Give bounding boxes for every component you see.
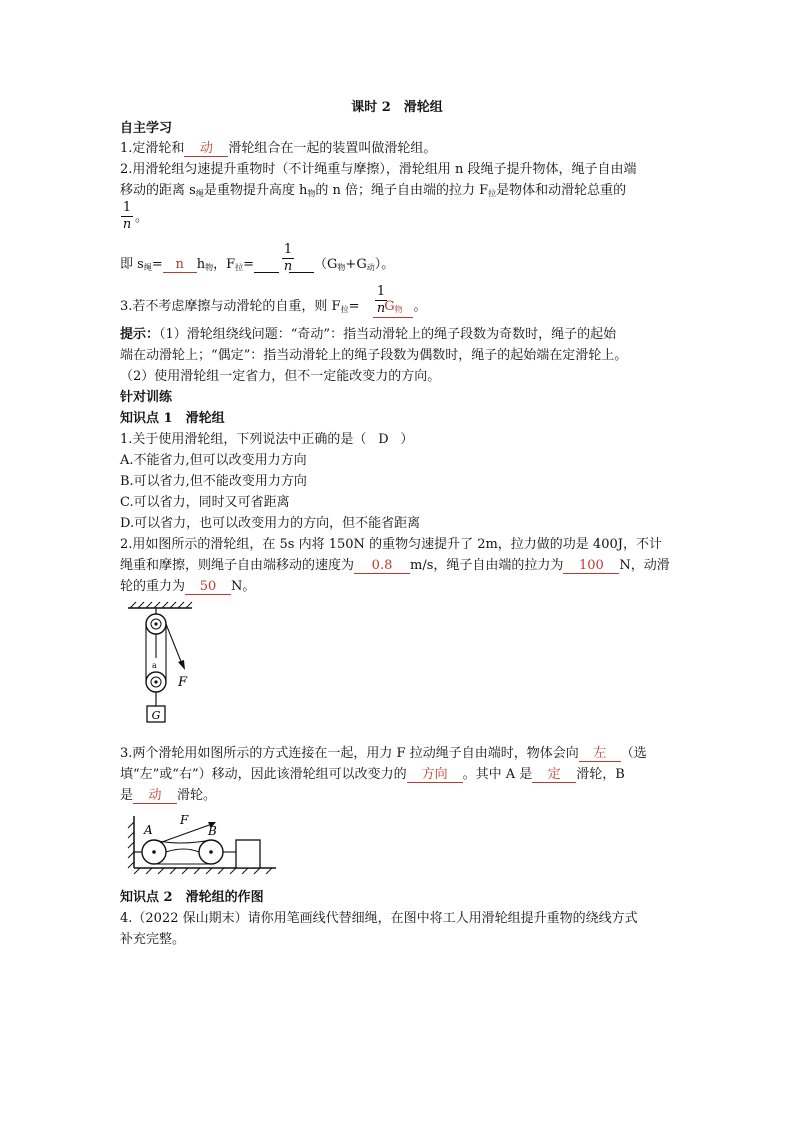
q2-sub-3: 拉 — [488, 189, 497, 198]
q3b-answer-b: 动 — [133, 788, 177, 804]
page-title: 课时 2 滑轮组 — [351, 100, 443, 115]
q2-text-c: 的 n 倍；绳子自由端的拉力 F — [315, 183, 489, 198]
mc1-option-a: A.不能省力,但可以改变用力方向 — [120, 453, 307, 468]
q3b-line2 — [120, 766, 625, 784]
ceiling — [128, 602, 192, 608]
mc1-stem-post: ） — [400, 432, 414, 447]
formula-blank-1 — [254, 257, 279, 273]
formula-frac-num: 1 — [283, 242, 293, 257]
force-arrow-icon — [178, 660, 185, 670]
formula-sub-g2: 动 — [366, 263, 375, 272]
q2b-line3-post: N。 — [231, 579, 256, 594]
q4-line2: 补充完整。 — [120, 932, 186, 947]
label-a: A — [144, 823, 153, 837]
q3-answer-g: G — [384, 299, 395, 314]
pulley-figure-horizontal — [124, 810, 280, 876]
q1-post: 滑轮组合在一起的装置叫做滑轮组。 — [228, 141, 437, 156]
floor — [134, 868, 276, 874]
q3b-line1 — [120, 745, 647, 763]
q3b-line2-mid: 。其中 A 是 — [462, 767, 533, 782]
q2b-line1: 2.用如图所示的滑轮组，在 5s 内将 150N 的重物匀速提升了 2m，拉力做的功是 400J，不计 — [120, 537, 662, 552]
force-label: F — [178, 675, 188, 690]
q2b-line2 — [120, 557, 670, 575]
formula-s: 即 s — [120, 257, 144, 272]
q3b-line2-post: 滑轮，B — [576, 767, 625, 782]
mc1-option-c: C.可以省力，同时又可省距离 — [120, 495, 290, 510]
q1-pre: 1.定滑轮和 — [120, 141, 185, 156]
q2-formula-line — [120, 256, 394, 277]
q3b-answer-change: 方向 — [407, 767, 463, 783]
q3b-pre: 3.两个滑轮用如图所示的方式连接在一起，用力 F 拉动绳子自由端时，物体会向 — [120, 746, 579, 761]
tip-line3: （2）使用滑轮组一定省力，但不一定能改变力的方向。 — [120, 369, 441, 384]
formula-end: ）。 — [374, 257, 395, 272]
q3-eq: = — [348, 299, 360, 314]
mc1-answer: D — [378, 432, 389, 447]
fixed-pulley — [146, 614, 166, 634]
formula-eq2: = — [243, 257, 255, 272]
q3b-line3-pre: 是 — [120, 788, 134, 803]
q2b-answer-weight: 50 — [185, 579, 231, 595]
q2-sub-2: 物 — [307, 189, 316, 198]
q2-line2 — [120, 182, 626, 203]
q2-text-b: 是重物提升高度 h — [203, 183, 308, 198]
formula-sub-g1: 物 — [337, 263, 346, 272]
block-object — [236, 840, 260, 868]
tip-line2: 端在动滑轮上；“偶定”：指当动滑轮上的绳子段数为偶数时，绳子的起始端在定滑轮上。 — [120, 348, 628, 363]
formula-sub-f: 拉 — [235, 263, 244, 272]
formula-fraction — [282, 243, 294, 274]
section-training: 针对训练 — [120, 390, 173, 405]
mc1-option-b: B.可以省力,但不能改变用力方向 — [120, 474, 307, 489]
q3b-answer-a: 定 — [532, 767, 576, 783]
q3b-answer-direction: 左 — [579, 746, 621, 762]
q2-text-d: 是物体和动滑轮总重的 — [496, 183, 627, 198]
q2b-post: N，动滑 — [619, 558, 670, 573]
q2-text-a: 移动的距离 s — [120, 183, 196, 198]
q3b-line3-post: 滑轮。 — [177, 788, 217, 803]
horizontal-ropes — [154, 824, 236, 864]
mc1-option-d: D.可以省力，也可以改变用力的方向，但不能省距离 — [120, 516, 421, 531]
weight-label: G — [151, 709, 161, 722]
q3-pre: 3.若不考虑摩擦与动滑轮的自重，则 F — [120, 299, 341, 314]
q2b-line3 — [120, 578, 255, 596]
mc1-stem — [120, 431, 413, 449]
q3-sub: 拉 — [340, 305, 349, 314]
formula-plus: +G — [345, 257, 367, 272]
q2-period: 。 — [135, 210, 149, 225]
q2b-mid: m/s，绳子自由端的拉力为 — [410, 558, 564, 573]
q2b-pre: 绳重和摩擦，则绳子自由端移动的速度为 — [120, 558, 355, 573]
pulley-b — [199, 840, 223, 864]
tip-label: 提示： — [120, 327, 160, 342]
q3-frac-num: 1 — [376, 284, 386, 299]
q2-frac-den: n — [122, 217, 132, 232]
formula-answer-n: n — [163, 257, 197, 273]
q3b-line3 — [120, 787, 216, 805]
q2b-answer-force: 100 — [563, 558, 619, 574]
mc1-stem-pre: 1.关于使用滑轮组，下列说法中正确的是（ — [120, 432, 367, 447]
pulley-a-label: a — [152, 661, 157, 670]
pulley-figure-vertical — [118, 600, 218, 730]
label-b: B — [208, 824, 217, 838]
q2b-line3-pre: 轮的重力为 — [120, 579, 186, 594]
q2b-answer-speed: 0.8 — [354, 558, 410, 574]
q1-answer: 动 — [184, 141, 228, 157]
wall — [128, 816, 134, 868]
q3b-post: （选 — [620, 746, 647, 761]
q2-sub-1: 绳 — [195, 189, 204, 198]
q3-frac-den: n — [376, 301, 386, 316]
formula-sub-h: 物 — [205, 263, 214, 272]
knowledge-point-2: 知识点 2 滑轮组的作图 — [120, 890, 264, 905]
tip-line1 — [120, 326, 616, 344]
q3-post: 。 — [413, 299, 427, 314]
pulley-a — [142, 840, 166, 864]
knowledge-point-1: 知识点 1 滑轮组 — [120, 411, 225, 426]
tip-text-1: （1）滑轮组绕线问题：“奇动”：指当动滑轮上的绳子段数为奇数时，绳子的起始 — [159, 327, 617, 342]
formula-sub-s: 绳 — [143, 263, 152, 272]
formula-frac-den: n — [283, 259, 293, 274]
formula-eq1: = — [151, 257, 163, 272]
formula-f: ，F — [213, 257, 236, 272]
section-self-study: 自主学习 — [120, 121, 173, 136]
q3-answer-sub: 物 — [394, 305, 403, 314]
q1-line — [120, 140, 436, 158]
q3-fraction — [375, 285, 387, 316]
movable-pulley — [146, 672, 166, 692]
label-f: F — [180, 813, 189, 827]
formula-h: h — [196, 257, 206, 272]
q3b-line2-pre: 填“左”或“右”）移动，因此该滑轮组可以改变力的 — [120, 767, 407, 782]
q2-fraction — [121, 201, 133, 232]
q4-line1: 4.（2022 保山期末）请你用笔画线代替细绳，在图中将工人用滑轮组提升重物的绕线方式 — [120, 911, 638, 926]
q2-line1: 2.用滑轮组匀速提升重物时（不计绳重与摩擦），滑轮组用 n 段绳子提升物体，绳子自由端 — [120, 162, 637, 177]
q2-frac-num: 1 — [122, 200, 132, 215]
formula-paren: （G — [314, 257, 338, 272]
